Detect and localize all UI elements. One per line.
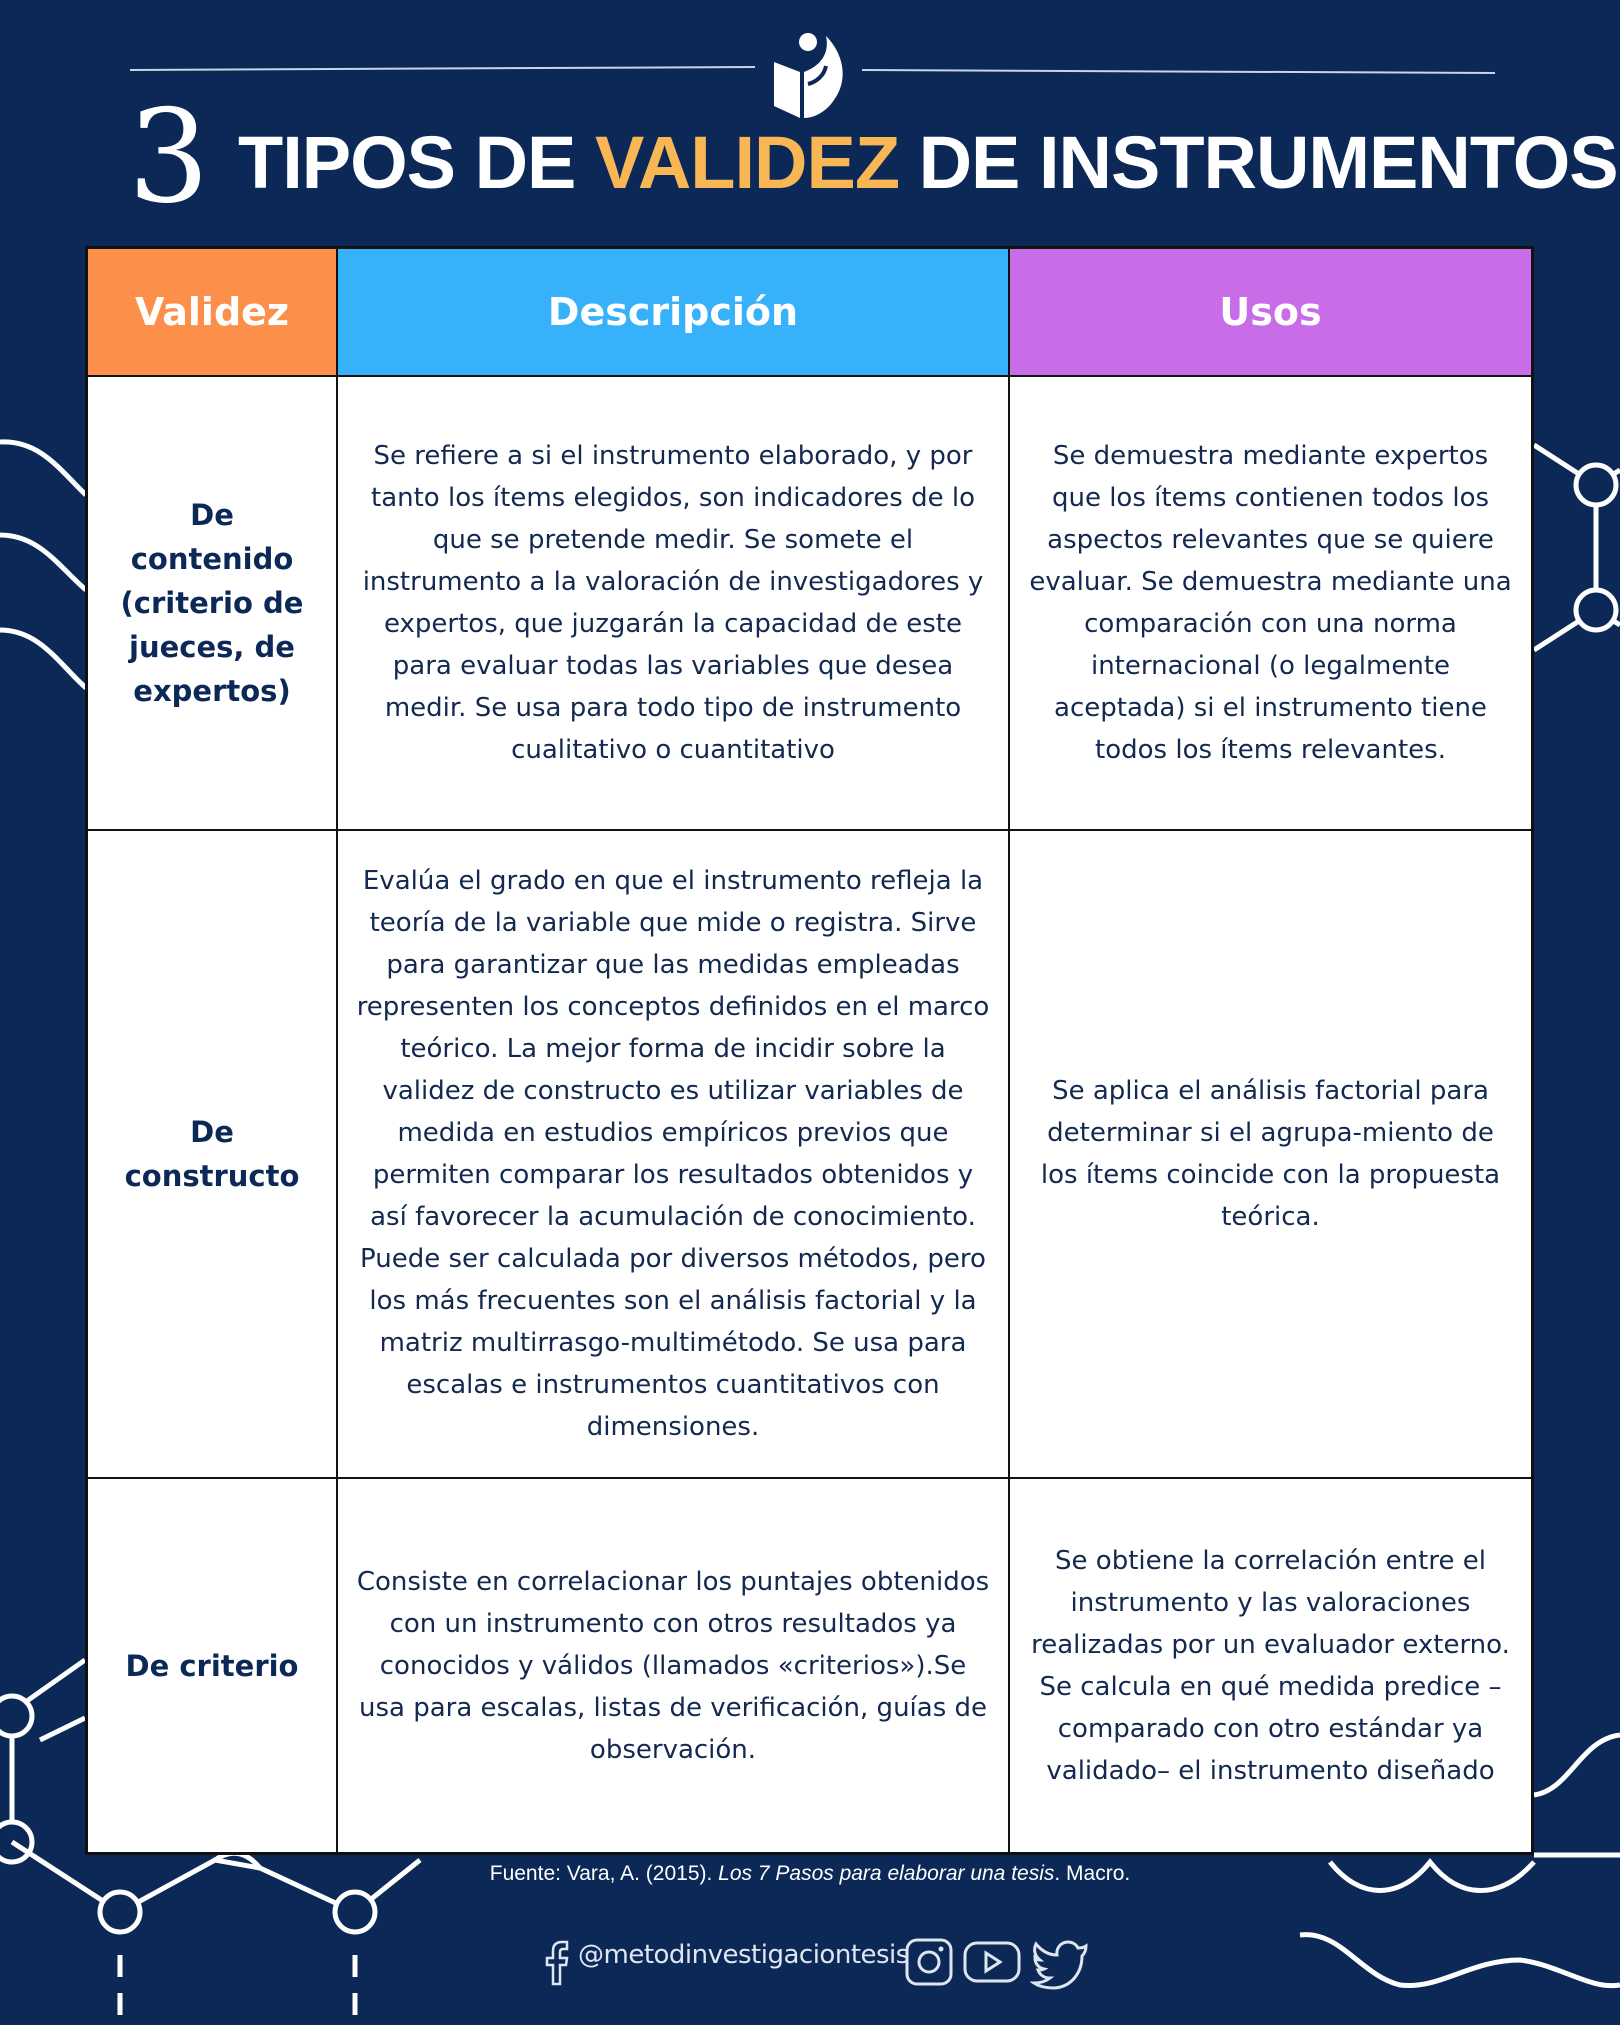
column-header-validez: Validez xyxy=(88,249,338,377)
page-header xyxy=(128,83,1618,234)
row-uses-constructo: Se aplica el análisis factorial para determinar si el agrupa-miento de los ítems coincide con la propuesta teórica. xyxy=(1010,831,1531,1479)
source-citation xyxy=(0,1862,1620,1886)
title-highlight: VALIDEZ xyxy=(594,121,900,204)
row-description-constructo: Evalúa el grado en que el instrumento refleja la teoría de la variable que mide o registra. Sirve para garantizar que las medidas empleadas representen los conceptos definidos en el marco teórico. La mejor forma de incidir sobre la validez de constructo es utilizar variables de medida en estudios empíricos previos que permiten comparar los resultados obtenidos y así favorecer la acumulación de conocimiento. Puede ser calculada por diversos métodos, pero los más frecuentes son el análisis factorial y la matriz multirrasgo-multimétodo. Se usa para escalas e instrumentos cuantitativos con dimensiones. xyxy=(338,831,1010,1479)
title-part-2: DE INSTRUMENTOS xyxy=(918,121,1618,204)
instagram-icon[interactable] xyxy=(904,1934,954,1990)
row-description-criterio: Consiste en correlacionar los puntajes obtenidos con un instrumento con otros resultados ya conocidos y válidos (llamados «criterios»).Se usa para escalas, listas de verificación, guías de observación. xyxy=(338,1479,1010,1852)
validity-table xyxy=(85,246,1534,1855)
social-handle[interactable]: @metodinvestigaciontesis xyxy=(578,1940,909,1970)
row-description-contenido: Se refiere a si el instrumento elaborado, y por tanto los ítems elegidos, son indicadores de lo que se pretende medir. Se somete el instrumento a la valoración de investigadores y expertos, que juzgarán la capacidad de este para evaluar todas las variables que desea medir. Se usa para todo tipo de instrumento cualitativo o cuantitativo xyxy=(338,377,1010,831)
page-title xyxy=(238,122,1618,203)
title-number: 3 xyxy=(128,83,210,232)
row-name-contenido: De contenido (criterio de jueces, de expertos) xyxy=(88,377,338,831)
column-header-usos: Usos xyxy=(1010,249,1531,377)
source-title: Los 7 Pasos para elaborar una tesis xyxy=(718,1862,1055,1885)
row-uses-criterio: Se obtiene la correlación entre el instrumento y las valoraciones realizadas por un evaluador externo. Se calcula en qué medida predice –comparado con otro estándar ya validado– el instrumento diseñado xyxy=(1031,1545,1510,1786)
row-uses-contenido: Se demuestra mediante expertos que los ítems contienen todos los aspectos relevantes que se quiere evaluar. Se demuestra mediante una comparación con una norma internacional (o legalmente aceptada) si el instrumento tiene todos los ítems relevantes. xyxy=(1010,377,1531,831)
youtube-icon[interactable] xyxy=(962,1934,1022,1990)
facebook-icon[interactable] xyxy=(540,1934,572,1990)
twitter-icon[interactable] xyxy=(1030,1934,1092,1990)
title-part-1: TIPOS DE xyxy=(238,121,576,204)
row-name-constructo: De constructo xyxy=(88,831,338,1479)
source-prefix: Fuente: Vara, A. (2015). xyxy=(489,1862,713,1885)
column-header-descripcion: Descripción xyxy=(338,249,1010,377)
social-bar xyxy=(540,1934,1100,1990)
source-suffix: . Macro. xyxy=(1054,1862,1131,1885)
row-name-criterio: De criterio xyxy=(88,1479,338,1852)
